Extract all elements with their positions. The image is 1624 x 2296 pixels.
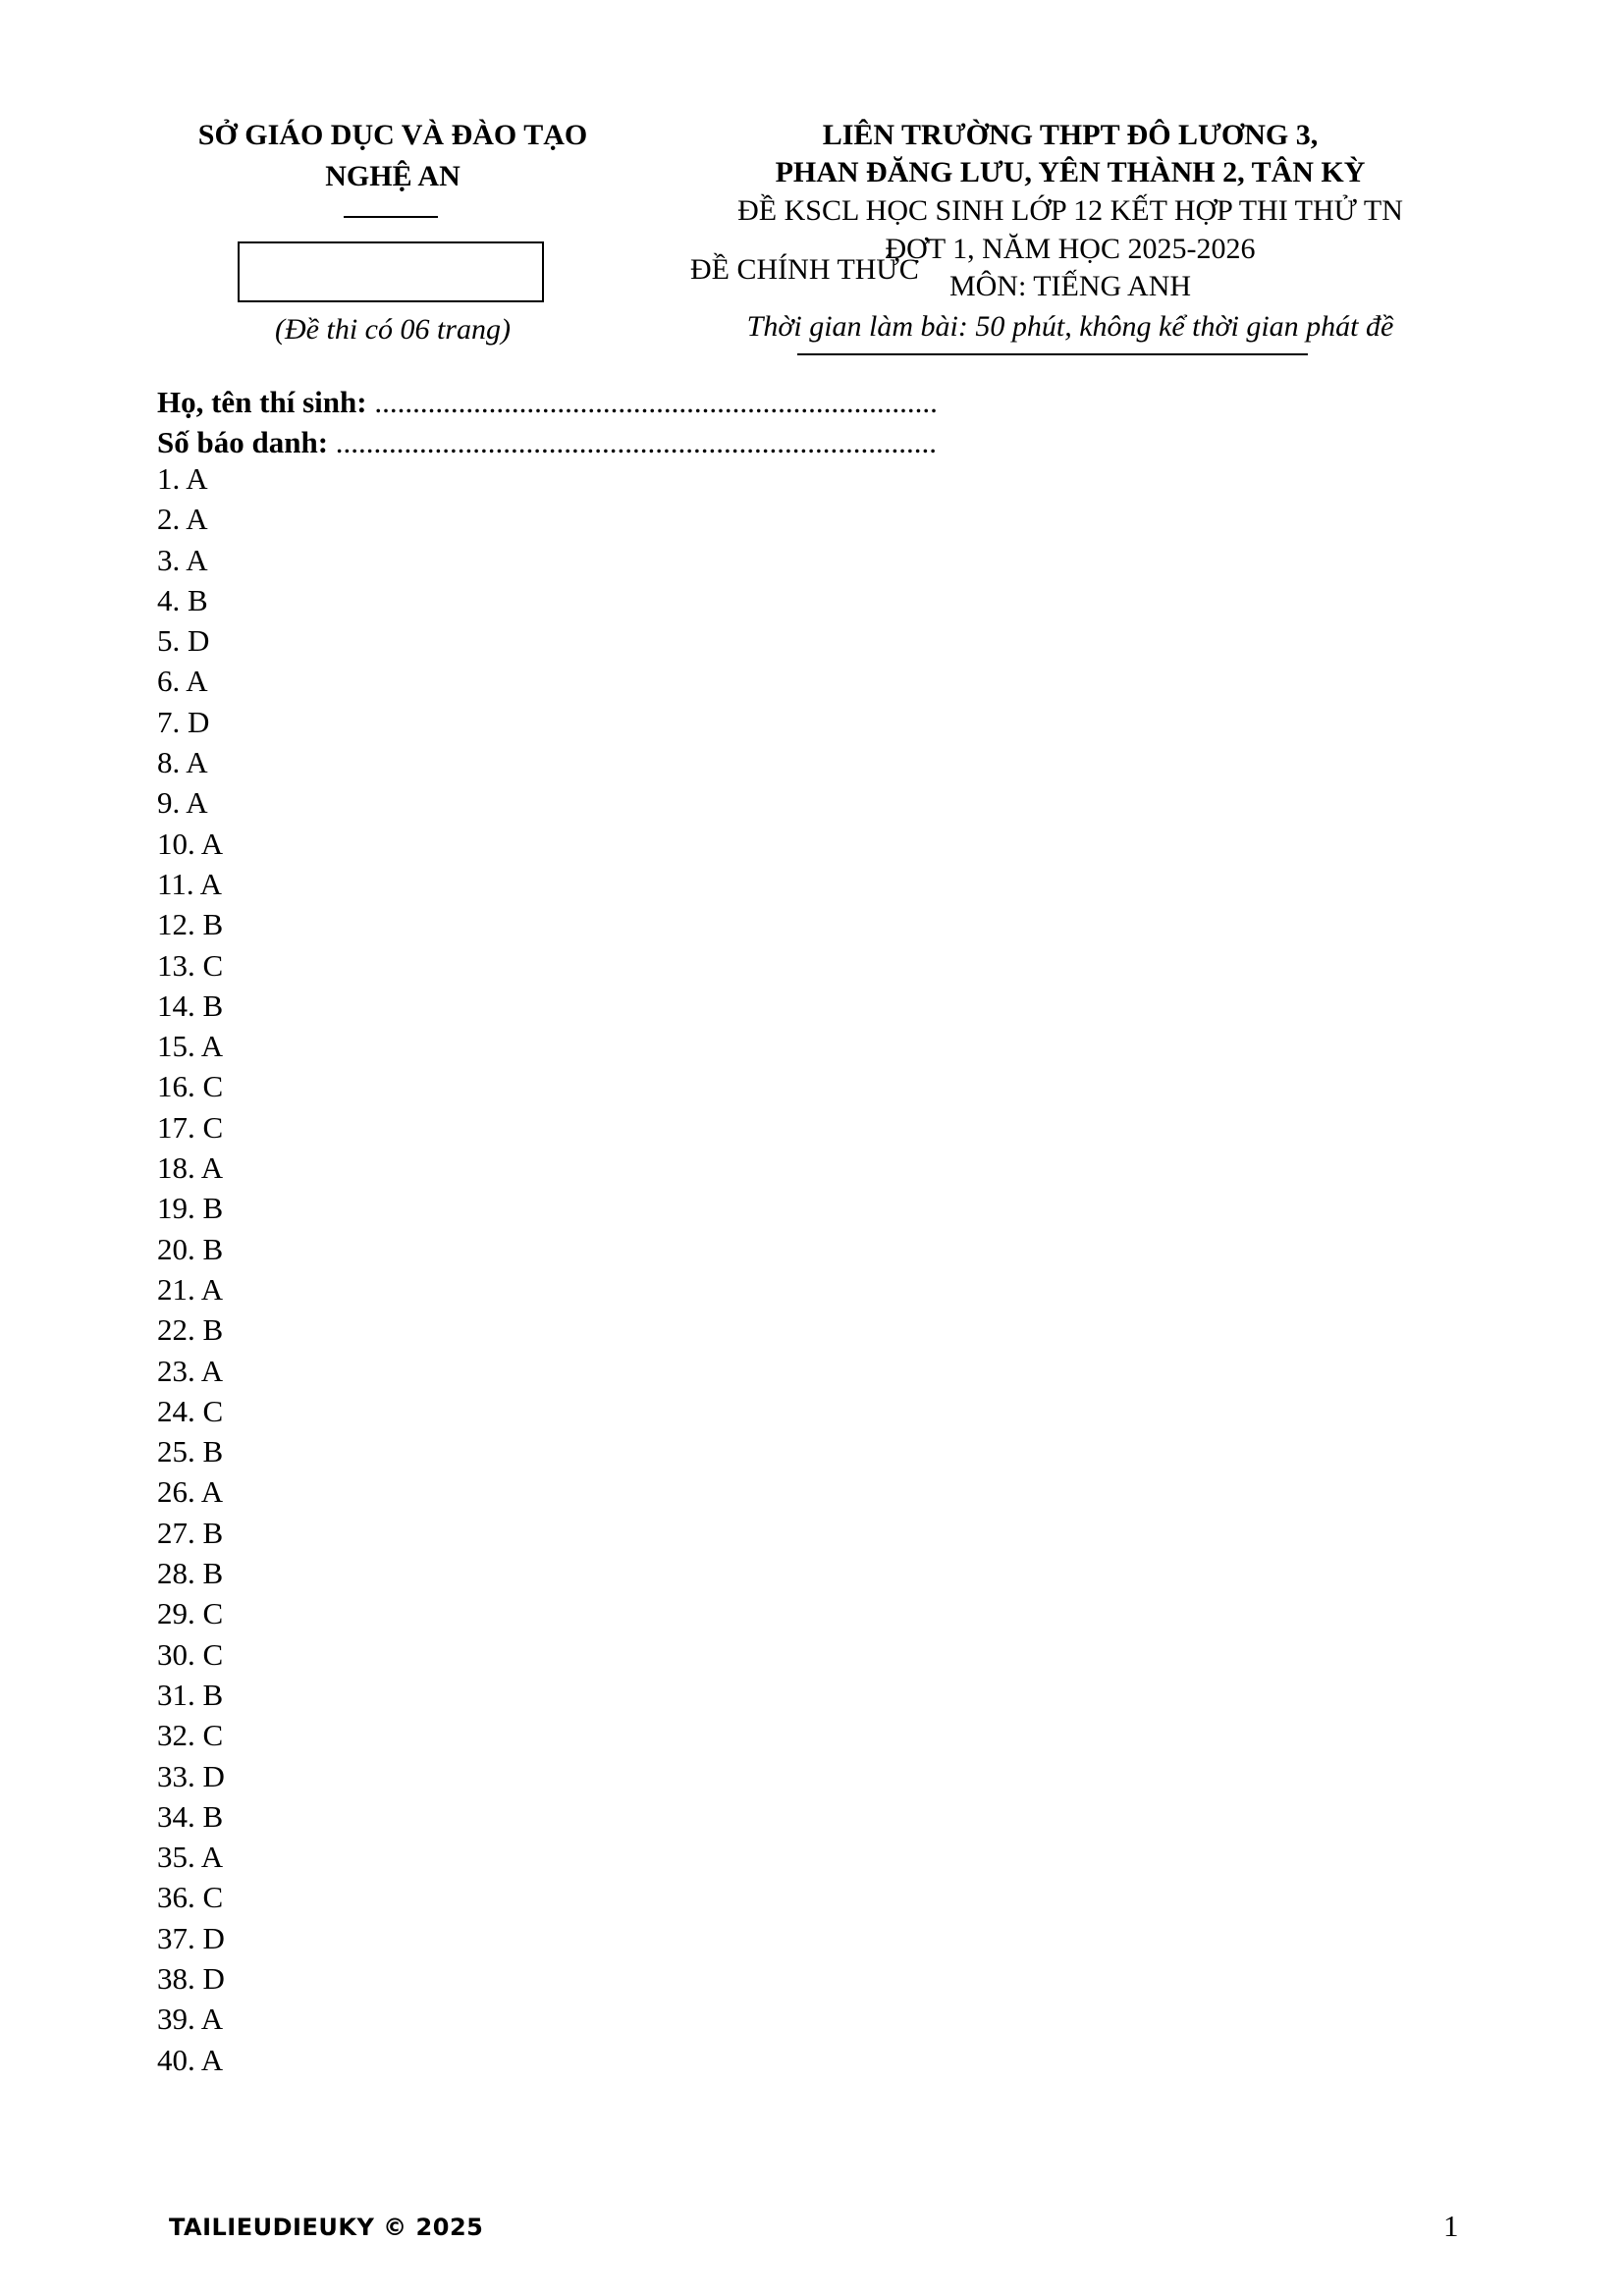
answer-item: 8. A <box>157 745 208 780</box>
answer-item: 16. C <box>157 1069 224 1104</box>
answer-item: 5. D <box>157 623 210 659</box>
answer-item: 7. D <box>157 704 210 739</box>
answer-item: 10. A <box>157 826 224 861</box>
answer-item: 4. B <box>157 582 208 617</box>
answer-item: 32. C <box>157 1718 224 1753</box>
school-line-2: PHAN ĐĂNG LƯU, YÊN THÀNH 2, TÂN KỲ <box>775 156 1366 188</box>
answer-list <box>157 458 225 2080</box>
answer-item: 37. D <box>157 1920 225 1955</box>
answer-item: 34. B <box>157 1798 224 1834</box>
subject: MÔN: TIẾNG ANH <box>948 270 1192 302</box>
answer-item: 26. A <box>157 1474 224 1510</box>
answer-item: 19. B <box>157 1191 224 1226</box>
answer-item: 9. A <box>157 785 208 821</box>
answer-item: 15. A <box>157 1029 224 1064</box>
exam-title: ĐỀ KSCL HỌC SINH LỚP 12 KẾT HỢP THI THỬ TN <box>737 194 1403 227</box>
answer-item: 23. A <box>157 1353 224 1388</box>
answer-item: 18. A <box>157 1150 224 1186</box>
answer-item: 39. A <box>157 2002 224 2037</box>
department-name: SỞ GIÁO DỤC VÀ ĐÀO TẠO <box>197 119 588 151</box>
answer-item: 14. B <box>157 988 224 1023</box>
answer-item: 25. B <box>157 1434 224 1469</box>
pages-note: (Đề thi có 06 trang) <box>275 313 511 346</box>
answer-item: 27. B <box>157 1515 224 1550</box>
exam-round: ĐỢT 1, NĂM HỌC 2025-2026 <box>885 233 1256 265</box>
page-number: 1 <box>1443 2209 1459 2243</box>
answer-item: 24. C <box>157 1393 224 1428</box>
answer-item: 20. B <box>157 1231 224 1266</box>
candidate-name-dots: .......................................................................... <box>374 385 938 419</box>
answer-item: 17. C <box>157 1109 224 1145</box>
candidate-id-label: Số báo danh: <box>157 425 329 459</box>
candidate-id-field <box>157 422 937 462</box>
answer-item: 12. B <box>157 907 224 942</box>
answer-item: 1. A <box>157 461 208 496</box>
answer-item: 30. C <box>157 1636 224 1672</box>
answer-item: 22. B <box>157 1312 224 1348</box>
answer-item: 36. C <box>157 1880 224 1915</box>
province-name: NGHỆ AN <box>325 160 460 192</box>
answer-item: 21. A <box>157 1271 224 1307</box>
answer-item: 3. A <box>157 542 208 577</box>
candidate-name-field <box>157 382 938 422</box>
official-label: ĐỀ CHÍNH THỨC <box>690 253 919 286</box>
answer-item: 6. A <box>157 664 208 699</box>
answer-item: 35. A <box>157 1840 224 1875</box>
answer-item: 2. A <box>157 502 208 537</box>
answer-item: 28. B <box>157 1556 224 1591</box>
left-header-underline <box>344 216 438 218</box>
answer-item: 13. C <box>157 947 224 983</box>
school-line-1: LIÊN TRƯỜNG THPT ĐÔ LƯƠNG 3, <box>822 119 1319 151</box>
answer-item: 11. A <box>157 866 223 901</box>
answer-item: 33. D <box>157 1758 225 1793</box>
time-note: Thời gian làm bài: 50 phút, không kể thời gian phát đề <box>746 310 1394 343</box>
right-header-underline <box>797 353 1308 355</box>
official-stamp-box <box>238 241 544 302</box>
candidate-name-label: Họ, tên thí sinh: <box>157 385 367 419</box>
answer-item: 29. C <box>157 1596 224 1631</box>
answer-item: 38. D <box>157 1960 225 1996</box>
candidate-id-dots: ............................................................................... <box>335 425 938 459</box>
footer-brand: TAILIEUDIEUKY © 2025 <box>169 2214 484 2241</box>
answer-item: 31. B <box>157 1677 224 1712</box>
answer-item: 40. A <box>157 2042 224 2077</box>
